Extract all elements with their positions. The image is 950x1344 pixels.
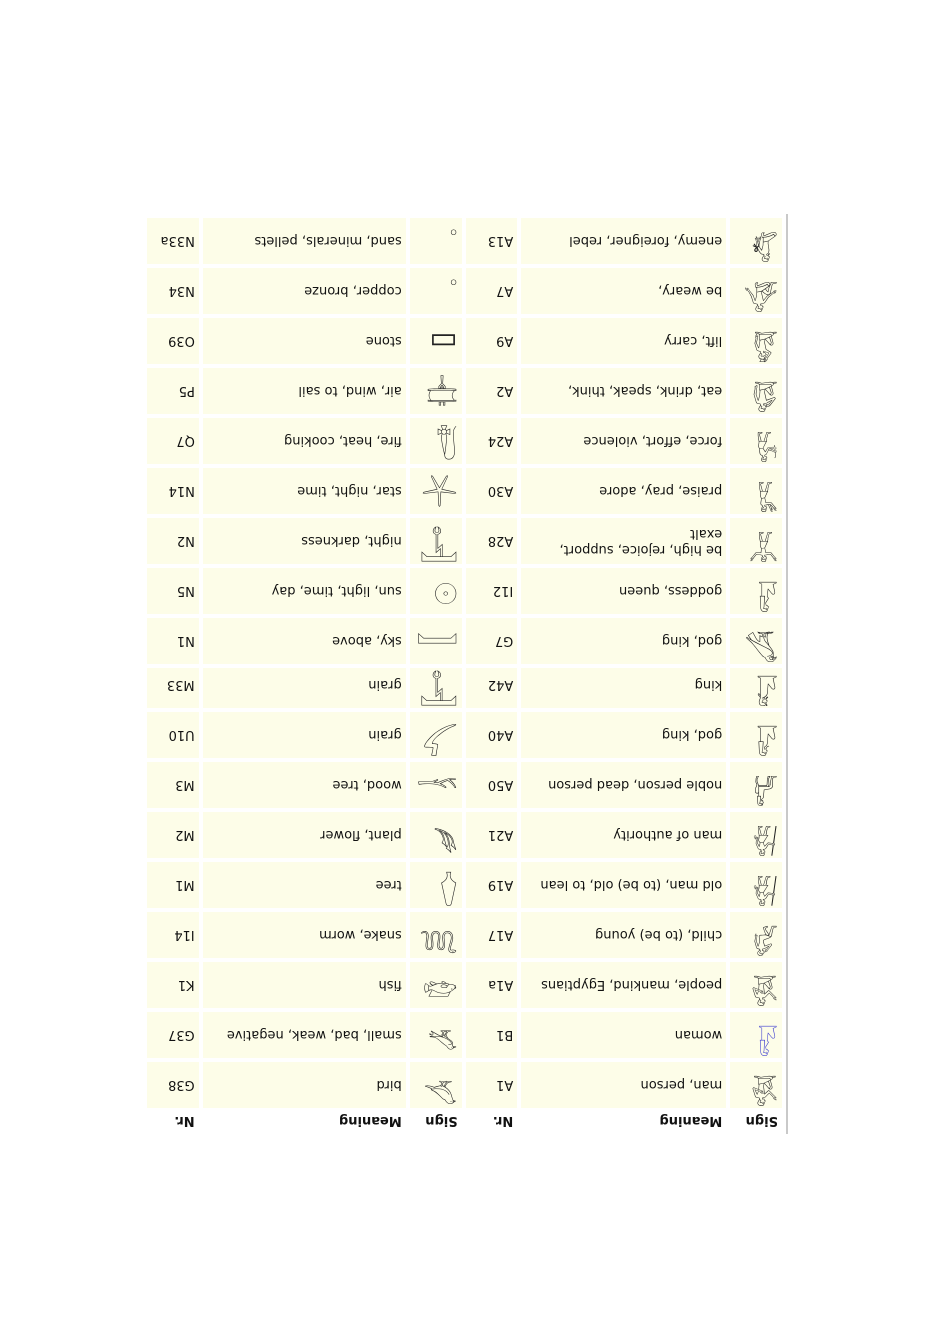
wood-icon: 𓆱 (416, 768, 458, 803)
meaning-cell-2: air, wind, to sail (203, 368, 406, 414)
nr-cell: A42 (466, 662, 518, 708)
meaning-cell-2: grain (203, 662, 406, 708)
sign-cell (730, 712, 782, 758)
weary-icon: 𓀉 (743, 274, 778, 309)
nr-cell: A40 (466, 712, 518, 758)
table-row (147, 662, 782, 708)
nr-cell: A28 (466, 518, 518, 564)
meaning-line: be high, rejoice, support, (559, 542, 723, 557)
sign-cell-2 (410, 318, 462, 364)
table-row (147, 862, 782, 908)
meaning-cell: enemy, foreigner, rebel (521, 218, 726, 264)
nr-cell: G7 (466, 618, 518, 664)
nr-cell: A19 (466, 862, 518, 908)
meaning-cell: noble person, dead person (521, 762, 726, 808)
sign-cell-2 (410, 568, 462, 614)
meaning-cell (521, 518, 726, 564)
nr-cell-2: M1 (147, 862, 199, 908)
sun-icon: 𓇳 (433, 574, 458, 609)
nr-cell-2: N33a (147, 218, 199, 264)
nr-cell-2: Q7 (147, 418, 199, 464)
table-row (147, 1062, 782, 1108)
meaning-cell-2: sky, above (203, 618, 406, 664)
meaning-cell-2: wood, tree (203, 762, 406, 808)
sign-cell (730, 468, 782, 514)
sign-cell (730, 568, 782, 614)
meaning-cell-2: grain (203, 712, 406, 758)
force-icon: 𓀜 (756, 424, 778, 459)
nr-cell-2: K1 (147, 962, 199, 1008)
meaning-cell-2: night, darkness (203, 518, 406, 564)
sign-cell-2 (410, 1012, 462, 1058)
header-nr: Nr. (466, 1112, 518, 1130)
nr-cell: A30 (466, 468, 518, 514)
nr-cell: B1 (466, 1012, 518, 1058)
plant-icon: 𓆰 (433, 818, 458, 853)
hieroglyph-table-1 (143, 658, 788, 1134)
header-meaning-2: Meaning (203, 1112, 406, 1130)
sign-cell (730, 862, 782, 908)
nr-cell-2: N14 (147, 468, 199, 514)
table-row (147, 318, 782, 364)
people-icon: 𓀀 (751, 968, 778, 1003)
sign-cell (730, 518, 782, 564)
sign-cell (730, 1012, 782, 1058)
nr-cell: A9 (466, 318, 518, 364)
meaning-cell: old man, (to be) old, to lean (521, 862, 726, 908)
sign-cell (730, 662, 782, 708)
seated-woman-icon: 𓁐 (757, 1018, 778, 1053)
nr-cell: A17 (466, 912, 518, 958)
meaning-cell: man of authority (521, 812, 726, 858)
meaning-cell-2: tree (203, 862, 406, 908)
nr-cell: A21 (466, 812, 518, 858)
table-row (147, 518, 782, 564)
meaning-cell-2: stone (203, 318, 406, 364)
meaning-cell: goddess, queen (521, 568, 726, 614)
copper-icon: 𓈒 (449, 274, 458, 309)
sign-cell-2 (410, 862, 462, 908)
table-row (147, 962, 782, 1008)
table-row (147, 418, 782, 464)
meaning-cell: praise, pray, adore (521, 468, 726, 514)
meaning-cell: be weary, (521, 268, 726, 314)
meaning-cell: god, king (521, 712, 726, 758)
nr-cell: A2 (466, 368, 518, 414)
table-row (147, 762, 782, 808)
sail-icon: 𓊡 (426, 374, 458, 409)
nr-cell-2: N34 (147, 268, 199, 314)
meaning-cell-2: copper, bronze (203, 268, 406, 314)
nr-cell-2: M3 (147, 762, 199, 808)
meaning-cell-2: star, night, time (203, 468, 406, 514)
grain-sickle-icon: 𓌳 (422, 718, 458, 753)
sign-cell (730, 268, 782, 314)
praise-icon: 𓀢 (757, 474, 778, 509)
nr-cell: A24 (466, 418, 518, 464)
sparrow-icon: 𓅩 (427, 1018, 458, 1053)
meaning-cell-2: bird (203, 1062, 406, 1108)
nr-cell-2: P5 (147, 368, 199, 414)
hieroglyph-table-2 (143, 214, 788, 668)
sign-cell (730, 1062, 782, 1108)
meaning-cell: king (521, 662, 726, 708)
meaning-cell-2: fish (203, 962, 406, 1008)
sign-cell (730, 762, 782, 808)
meaning-cell: eat, drink, speak, think, (521, 368, 726, 414)
table-row (147, 368, 782, 414)
sign-cell (730, 318, 782, 364)
header-nr-2: Nr. (147, 1112, 199, 1130)
header-meaning: Meaning (521, 1112, 726, 1130)
meaning-cell: child, (to be) young (521, 912, 726, 958)
sign-cell-2 (410, 1062, 462, 1108)
sign-cell-2 (410, 368, 462, 414)
sign-cell (730, 368, 782, 414)
meaning-cell-2: snake, worm (203, 912, 406, 958)
sign-cell (730, 218, 782, 264)
meaning-line: exalt (690, 526, 723, 541)
bird-icon: 𓅪 (423, 1068, 458, 1103)
nr-cell-2: N1 (147, 618, 199, 664)
child-icon: 𓀔 (753, 918, 778, 953)
table-row (147, 912, 782, 958)
sign-cell-2 (410, 912, 462, 958)
carry-icon: 𓀋 (753, 324, 778, 359)
meaning-cell: god, king (521, 618, 726, 664)
nr-cell-2: G37 (147, 1012, 199, 1058)
table-row (147, 1012, 782, 1058)
header-sign: Sign (730, 1112, 782, 1130)
table-row (147, 568, 782, 614)
rejoice-icon: 𓀠 (748, 524, 778, 559)
snake-icon: 𓆙 (419, 918, 458, 953)
table-row (147, 268, 782, 314)
sign-cell-2 (410, 518, 462, 564)
tree-icon: 𓆭 (439, 868, 458, 903)
nr-cell-2: O39 (147, 318, 199, 364)
eat-icon: 𓀁 (752, 374, 778, 409)
grain-icon: 𓇰 (420, 668, 458, 703)
sign-cell-2 (410, 618, 462, 664)
meaning-cell-2: sun, light, time, day (203, 568, 406, 614)
falcon-god-icon: 𓅃 (744, 624, 778, 659)
nr-cell-2: U10 (147, 712, 199, 758)
king-icon: 𓀯 (756, 668, 778, 703)
nr-cell-2: N5 (147, 568, 199, 614)
nr-cell-2: G38 (147, 1062, 199, 1108)
table-row (147, 812, 782, 858)
noble-person-icon: 𓀻 (753, 768, 778, 803)
old-man-icon: 𓀙 (752, 868, 778, 903)
meaning-cell-2: fire, heat, cooking (203, 418, 406, 464)
fire-icon: 𓊮 (436, 424, 458, 459)
sign-cell (730, 812, 782, 858)
sign-cell (730, 962, 782, 1008)
star-icon: 𓇼 (421, 474, 458, 509)
meaning-cell: woman (521, 1012, 726, 1058)
enemy-icon: 𓀏 (751, 224, 778, 259)
sign-cell-2 (410, 962, 462, 1008)
meaning-cell: lift, carry (521, 318, 726, 364)
meaning-cell-2: small, bad, weak, negative (203, 1012, 406, 1058)
nr-cell-2: N2 (147, 518, 199, 564)
meaning-cell: people, mankind, Egyptians (521, 962, 726, 1008)
seated-man-icon: 𓀀 (751, 1068, 778, 1103)
table-row (147, 712, 782, 758)
night-icon: 𓇰 (420, 524, 458, 559)
table-row (147, 218, 782, 264)
sign-cell-2 (410, 418, 462, 464)
meaning-cell-2: sand, minerals, pellets (203, 218, 406, 264)
header-sign-2: Sign (410, 1112, 462, 1130)
nr-cell: A13 (466, 218, 518, 264)
nr-cell-2: M2 (147, 812, 199, 858)
table-row (147, 468, 782, 514)
sign-cell (730, 912, 782, 958)
nr-cell: A50 (466, 762, 518, 808)
nr-cell-2: M33 (147, 662, 199, 708)
nr-cell-2: I14 (147, 912, 199, 958)
meaning-cell: force, effort, violence (521, 418, 726, 464)
sign-cell-2 (410, 268, 462, 314)
header-row (147, 1112, 782, 1130)
meaning-cell-2: plant, flower (203, 812, 406, 858)
sign-cell-2 (410, 762, 462, 808)
nr-cell: A1 (466, 1062, 518, 1108)
sign-cell-2 (410, 812, 462, 858)
stone-icon: ▭ (429, 324, 458, 359)
man-of-authority-icon: 𓀙 (752, 818, 778, 853)
sky-icon: 𓇯 (416, 624, 458, 659)
sign-cell (730, 418, 782, 464)
table-row (147, 618, 782, 664)
sign-cell (730, 618, 782, 664)
sign-cell-2 (410, 218, 462, 264)
sign-cell-2 (410, 662, 462, 708)
god-king-icon: 𓀭 (756, 718, 778, 753)
sign-cell-2 (410, 468, 462, 514)
sign-cell-2 (410, 712, 462, 758)
nr-cell: I12 (466, 568, 518, 614)
fish-icon: 𓆛 (422, 968, 458, 1003)
nr-cell: A1a (466, 962, 518, 1008)
meaning-cell: man, person (521, 1062, 726, 1108)
pellets-icon: 𓈒 (449, 224, 458, 259)
goddess-icon: 𓁐 (757, 574, 778, 609)
nr-cell: A7 (466, 268, 518, 314)
